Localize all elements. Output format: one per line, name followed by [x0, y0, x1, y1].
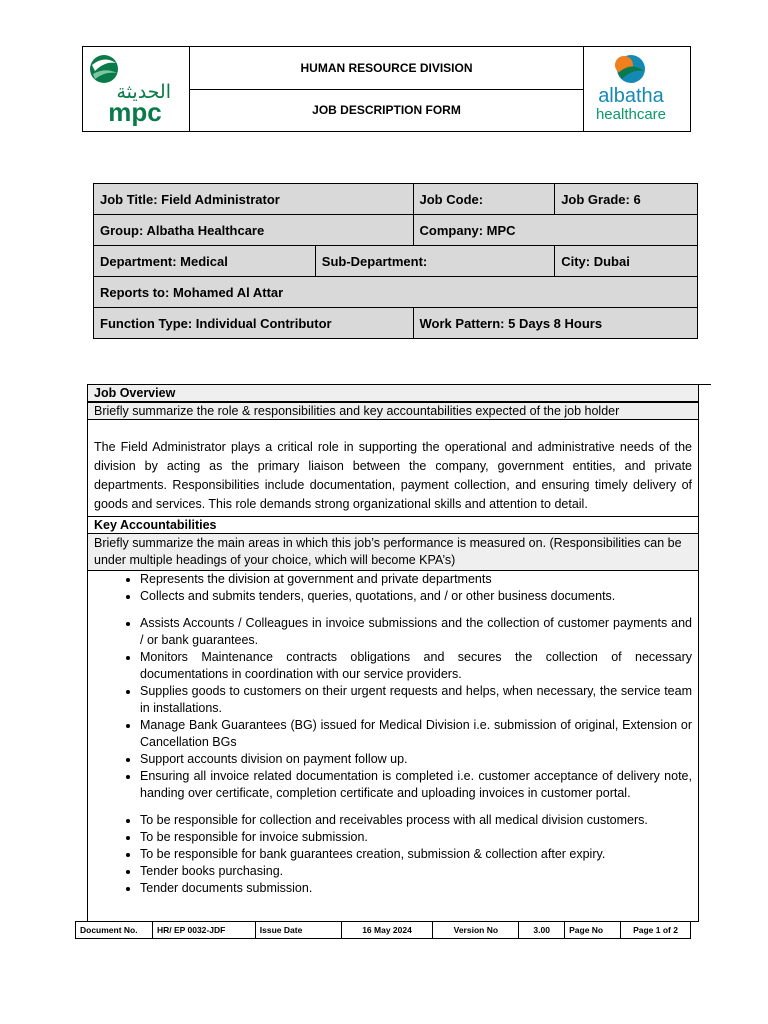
albatha-healthcare-logo	[584, 47, 691, 132]
sub-department-cell: Sub-Department:	[315, 246, 554, 277]
department-cell: Department: Medical	[94, 246, 316, 277]
reports-to-cell: Reports to: Mohamed Al Attar	[94, 277, 698, 308]
list-item: • Ensuring all invoice related documentation is completed i.e. customer acceptance of delivery note, handing over certificate, completion certificate and uploading invoices in customer portal.	[140, 768, 692, 802]
list-item: • Supplies goods to customers on their urgent requests and helps, when necessary, the service team in installations.	[140, 683, 692, 717]
mpc-logo	[83, 47, 190, 132]
division-title: HUMAN RESOURCE DIVISION	[190, 47, 584, 90]
list-item: • To be responsible for bank guarantees creation, submission & collection after expiry.	[140, 846, 692, 863]
list-item: • To be responsible for collection and receivables process with all medical division customers.	[140, 812, 692, 829]
svg-text:healthcare: healthcare	[595, 106, 667, 123]
city-cell: City: Dubai	[555, 246, 698, 277]
issue-date-label: Issue Date	[255, 922, 341, 939]
doc-no-label: Document No.	[76, 922, 153, 939]
job-info-table	[93, 183, 698, 339]
job-overview-heading: Job Overview	[88, 385, 698, 403]
job-grade-cell: Job Grade: 6	[555, 184, 698, 215]
document-footer	[75, 921, 691, 939]
list-item: • To be responsible for invoice submission.	[140, 829, 692, 846]
key-accountabilities-heading: Key Accountabilities	[88, 517, 698, 534]
job-description-section	[87, 384, 699, 922]
version-label: Version No	[433, 922, 519, 939]
svg-text:الحديثة: الحديثة	[116, 81, 171, 103]
svg-text:mpc: mpc	[108, 97, 162, 126]
key-accountabilities-prompt: Briefly summarize the main areas in which this job’s performance is measured on. (Responsibilities can be under multiple headings of your choice, which will become KPA’s)	[88, 534, 698, 571]
list-item: • Manage Bank Guarantees (BG) issued for Medical Division i.e. submission of original, Extension or Cancellation BGs	[140, 717, 692, 751]
accountabilities-list	[88, 571, 698, 897]
job-code-cell: Job Code:	[413, 184, 555, 215]
list-item: • Monitors Maintenance contracts obligations and secures the collection of necessary documentations in coordination with our service providers.	[140, 649, 692, 683]
document-header	[82, 46, 691, 132]
work-pattern-cell: Work Pattern: 5 Days 8 Hours	[413, 308, 697, 339]
list-item: • Support accounts division on payment follow up.	[140, 751, 692, 768]
company-cell: Company: MPC	[413, 215, 697, 246]
page-value: Page 1 of 2	[621, 922, 691, 939]
doc-no-value: HR/ EP 0032-JDF	[152, 922, 255, 939]
divider-line	[697, 384, 711, 385]
list-item: • Represents the division at government and private departments	[140, 571, 692, 588]
group-cell: Group: Albatha Healthcare	[94, 215, 414, 246]
list-item: • Collects and submits tenders, queries, quotations, and / or other business documents.	[140, 588, 692, 605]
list-item: • Tender documents submission.	[140, 880, 692, 897]
list-item: • Tender books purchasing.	[140, 863, 692, 880]
version-value: 3.00	[519, 922, 565, 939]
svg-text:albatha: albatha	[598, 85, 664, 107]
form-title: JOB DESCRIPTION FORM	[190, 89, 584, 132]
job-overview-prompt: Briefly summarize the role & responsibilities and key accountabilities expected of the job holder	[88, 403, 698, 420]
page-label: Page No	[565, 922, 621, 939]
function-type-cell: Function Type: Individual Contributor	[94, 308, 414, 339]
job-overview-text: The Field Administrator plays a critical role in supporting the operational and administrative needs of the division by acting as the primary liaison between the company, government entities, and private departments. Responsibilities include documentation, payment collection, and ensuring timely delivery of goods and services. This role demands strong organizational skills and attention to detail.	[88, 420, 698, 517]
list-item: • Assists Accounts / Colleagues in invoice submissions and the collection of customer payments and / or bank guarantees.	[140, 615, 692, 649]
job-title-cell: Job Title: Field Administrator	[94, 184, 414, 215]
issue-date-value: 16 May 2024	[341, 922, 433, 939]
